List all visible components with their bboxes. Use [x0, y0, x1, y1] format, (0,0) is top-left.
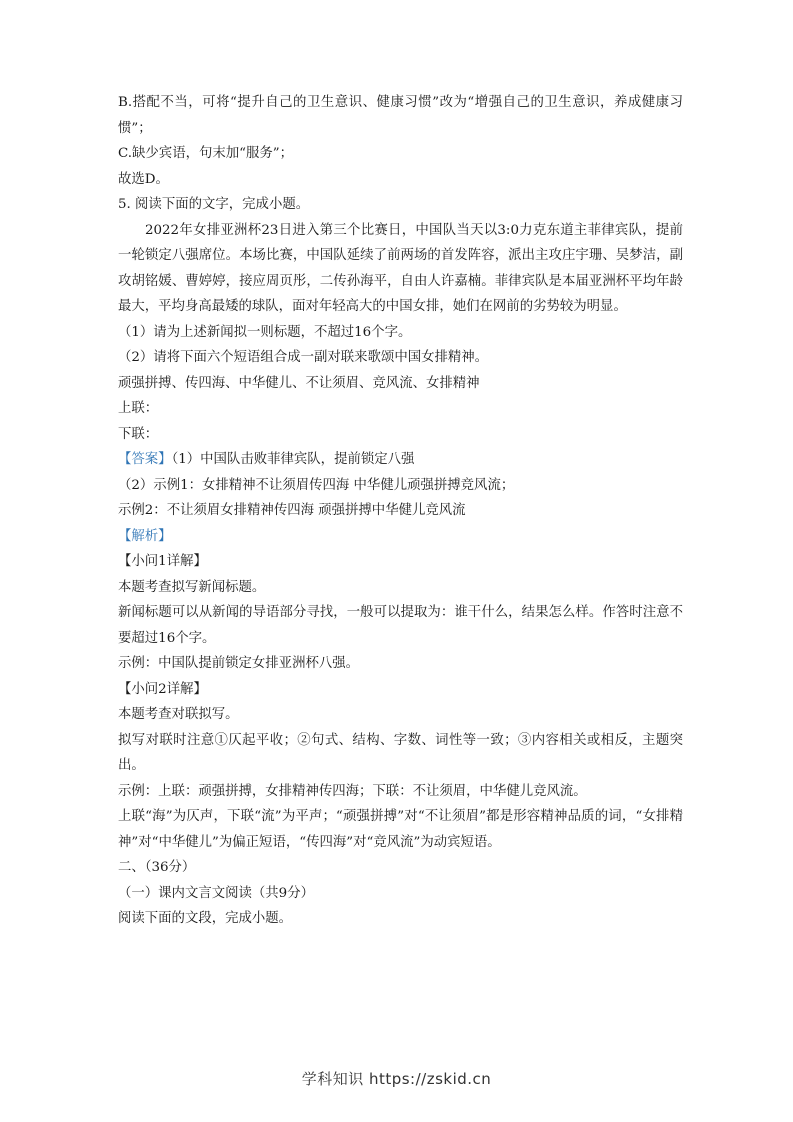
answer-tag: 【答案】: [118, 452, 172, 467]
section-2-instruction: 阅读下面的文段，完成小题。: [118, 911, 293, 926]
document-body: [118, 90, 683, 932]
answer-1-text: （1）中国队击败菲律宾队，提前锁定八强: [171, 452, 415, 467]
section-2-1-heading: （一）课内文言文阅读（共9分）: [118, 885, 314, 901]
answer-line-1: [118, 447, 683, 473]
footer-watermark: 学科知识 https://zskid.cn: [301, 1070, 492, 1088]
sub-question-2: （2）请将下面六个短语组合成一副对联来歌颂中国女排精神。: [118, 350, 489, 365]
analysis-tag: 【解析】: [118, 528, 172, 544]
answer-line-2: （2）示例1：女排精神不让须眉传四海 中华健儿顽强拼搏竞风流；: [118, 477, 515, 493]
sub-question-1-detail-p3: 示例：中国队提前锁定女排亚洲杯八强。: [118, 656, 360, 671]
sub-question-2-detail-p4: 上联“海”为仄声，下联“流”为平声；“顽强拼搏”对“不让须眉”都是形容精神品质的词，“女排精神”对“中华健儿”为偏正短语，“传四海”对“竞风流”为动宾短语。: [118, 809, 683, 850]
section-2-heading: 二、（36分）: [118, 860, 196, 875]
answer-choice: 故选D。: [118, 171, 169, 187]
analysis-option-b: B.搭配不当，可将“提升自己的卫生意识、健康习惯”改为“增强自己的卫生意识，养成健康习惯”；: [118, 95, 683, 136]
upper-couplet-label: 上联：: [118, 401, 159, 416]
answer-line-3: 示例2：不让须眉女排精神传四海 顽强拼搏中华健儿竞风流: [118, 503, 466, 518]
sub-question-1: （1）请为上述新闻拟一则标题，不超过16个字。: [118, 324, 412, 340]
analysis-option-c: C.缺少宾语，句末加“服务”；: [118, 146, 294, 161]
sub-question-2-detail-p1: 本题考查对联拟写。: [118, 707, 239, 722]
phrase-list: 顽强拼搏、传四海、中华健儿、不让须眉、竞风流、女排精神: [118, 375, 480, 391]
sub-question-1-detail-p2: 新闻标题可以从新闻的导语部分寻找，一般可以提取为：谁干什么，结果怎么样。作答时注意不要超过16个字。: [118, 605, 683, 646]
question-5-title: 5. 阅读下面的文字，完成小题。: [118, 197, 310, 212]
news-passage: 2022年女排亚洲杯23日进入第三个比赛日，中国队当天以3:0力克东道主菲律宾队，提前一轮锁定八强席位。本场比赛，中国队延续了前两场的首发阵容，派出主攻庄宇珊、吴梦洁，副攻胡铭媛、曹婷婷，接应周页彤，二传孙海平，自由人许嘉楠。菲律宾队是本届亚洲杯平均年龄最大，平均身高最矮的球队，面对年轻高大的中国女排，她们在网前的劣势较为明显。: [118, 222, 683, 314]
sub-question-2-detail-p3: 示例：上联：顽强拼搏，女排精神传四海；下联：不让须眉，中华健儿竞风流。: [118, 783, 587, 799]
sub-question-1-detail-p1: 本题考查拟写新闻标题。: [118, 579, 266, 595]
sub-question-2-detail-p2: 拟写对联时注意①仄起平收；②句式、结构、字数、词性等一致；③内容相关或相反，主题突出。: [118, 732, 683, 773]
sub-question-2-detail-title: 【小问2详解】: [118, 681, 207, 697]
lower-couplet-label: 下联：: [118, 426, 159, 442]
sub-question-1-detail-title: 【小问1详解】: [118, 554, 207, 569]
